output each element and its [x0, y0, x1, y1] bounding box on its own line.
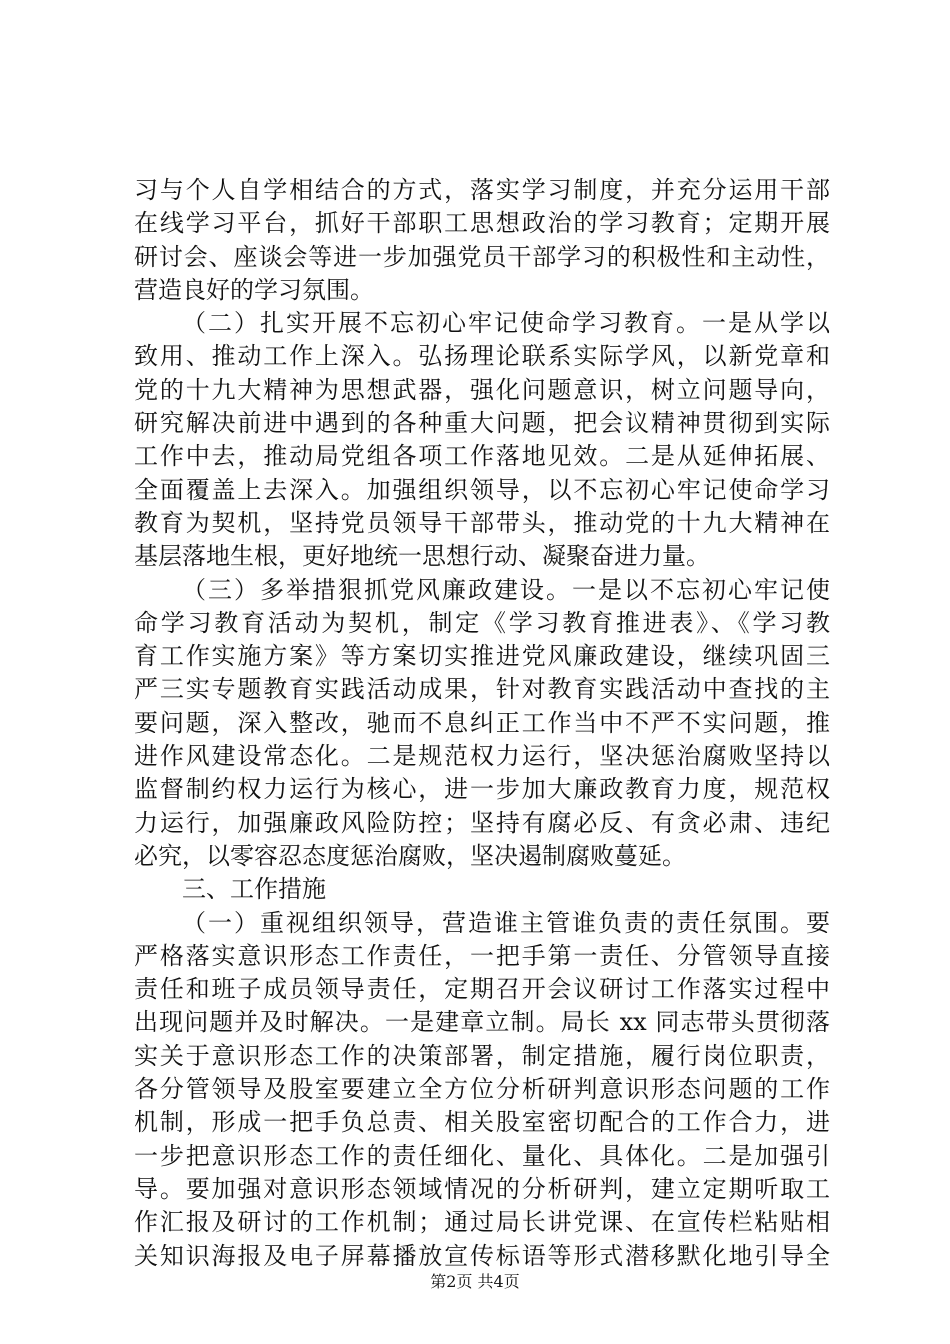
- text-line: 研究解决前进中遇到的各种重大问题，把会议精神贯彻到实际: [134, 409, 830, 438]
- text-line: 严格落实意识形态工作责任，一把手第一责任、分管领导直接: [134, 941, 830, 970]
- text-line: 力运行，加强廉政风险防控；坚持有腐必反、有贪必肃、违纪: [134, 808, 830, 837]
- document-body: [134, 174, 830, 1273]
- text-line: 全面覆盖上去深入。加强组织领导，以不忘初心牢记使命学习: [134, 475, 830, 504]
- text-line: 监督制约权力运行为核心，进一步加大廉政教育力度，规范权: [134, 775, 830, 804]
- page-number-footer: 第2页 共4页: [430, 1272, 520, 1291]
- text-line: 各分管领导及股室要建立全方位分析研判意识形态问题的工作: [134, 1075, 830, 1104]
- text-line: 致用、推动工作上深入。弘扬理论联系实际学风，以新党章和: [134, 342, 830, 371]
- text-line: 机制，形成一把手负总责、相关股室密切配合的工作合力，进: [134, 1108, 830, 1137]
- text-line: 必究，以零容忍态度惩治腐败，坚决遏制腐败蔓延。: [134, 841, 686, 870]
- text-line: 在线学习平台，抓好干部职工思想政治的学习教育；定期开展: [134, 209, 830, 238]
- text-line: 育工作实施方案》等方案切实推进党风廉政建设，继续巩固三: [134, 642, 830, 671]
- text-line: 出现问题并及时解决。一是建章立制。局长 xx 同志带头贯彻落: [134, 1008, 830, 1037]
- text-line: 命学习教育活动为契机，制定《学习教育推进表》、《学习教: [134, 608, 830, 637]
- text-line: 党的十九大精神为思想武器，强化问题意识，树立问题导向，: [134, 375, 830, 404]
- text-line: 实关于意识形态工作的决策部署，制定措施，履行岗位职责，: [134, 1041, 830, 1070]
- text-line: 作汇报及研讨的工作机制；通过局长讲党课、在宣传栏粘贴相: [134, 1208, 830, 1237]
- paragraph-start-line: （一）重视组织领导，营造谁主管谁负责的责任氛围。要: [182, 908, 830, 937]
- text-line: 工作中去，推动局党组各项工作落地见效。二是从延伸拓展、: [134, 442, 830, 471]
- text-line: 一步把意识形态工作的责任细化、量化、具体化。二是加强引: [134, 1141, 830, 1170]
- text-line: 要问题，深入整改，驰而不息纠正工作当中不严不实问题，推: [134, 708, 830, 737]
- text-line: 教育为契机，坚持党员领导干部带头，推动党的十九大精神在: [134, 508, 830, 537]
- text-line: 关知识海报及电子屏幕播放宣传标语等形式潜移默化地引导全: [134, 1241, 830, 1270]
- text-line: 责任和班子成员领导责任，定期召开会议研讨工作落实过程中: [134, 975, 830, 1004]
- text-line: 严三实专题教育实践活动成果，针对教育实践活动中查找的主: [134, 675, 830, 704]
- paragraph-start-line: （二）扎实开展不忘初心牢记使命学习教育。一是从学以: [182, 309, 830, 338]
- text-line: 进作风建设常态化。二是规范权力运行，坚决惩治腐败坚持以: [134, 742, 830, 771]
- text-line: 习与个人自学相结合的方式，落实学习制度，并充分运用干部: [134, 176, 830, 204]
- paragraph-start-line: （三）多举措狠抓党风廉政建设。一是以不忘初心牢记使: [182, 575, 830, 604]
- text-line: 导。要加强对意识形态领域情况的分析研判，建立定期听取工: [134, 1174, 830, 1203]
- text-line: 基层落地生根，更好地统一思想行动、凝聚奋进力量。: [134, 542, 710, 571]
- text-line: 研讨会、座谈会等进一步加强党员干部学习的积极性和主动性，: [134, 242, 830, 271]
- section-heading: 三、工作措施: [182, 875, 326, 904]
- text-line: 营造良好的学习氛围。: [134, 275, 374, 304]
